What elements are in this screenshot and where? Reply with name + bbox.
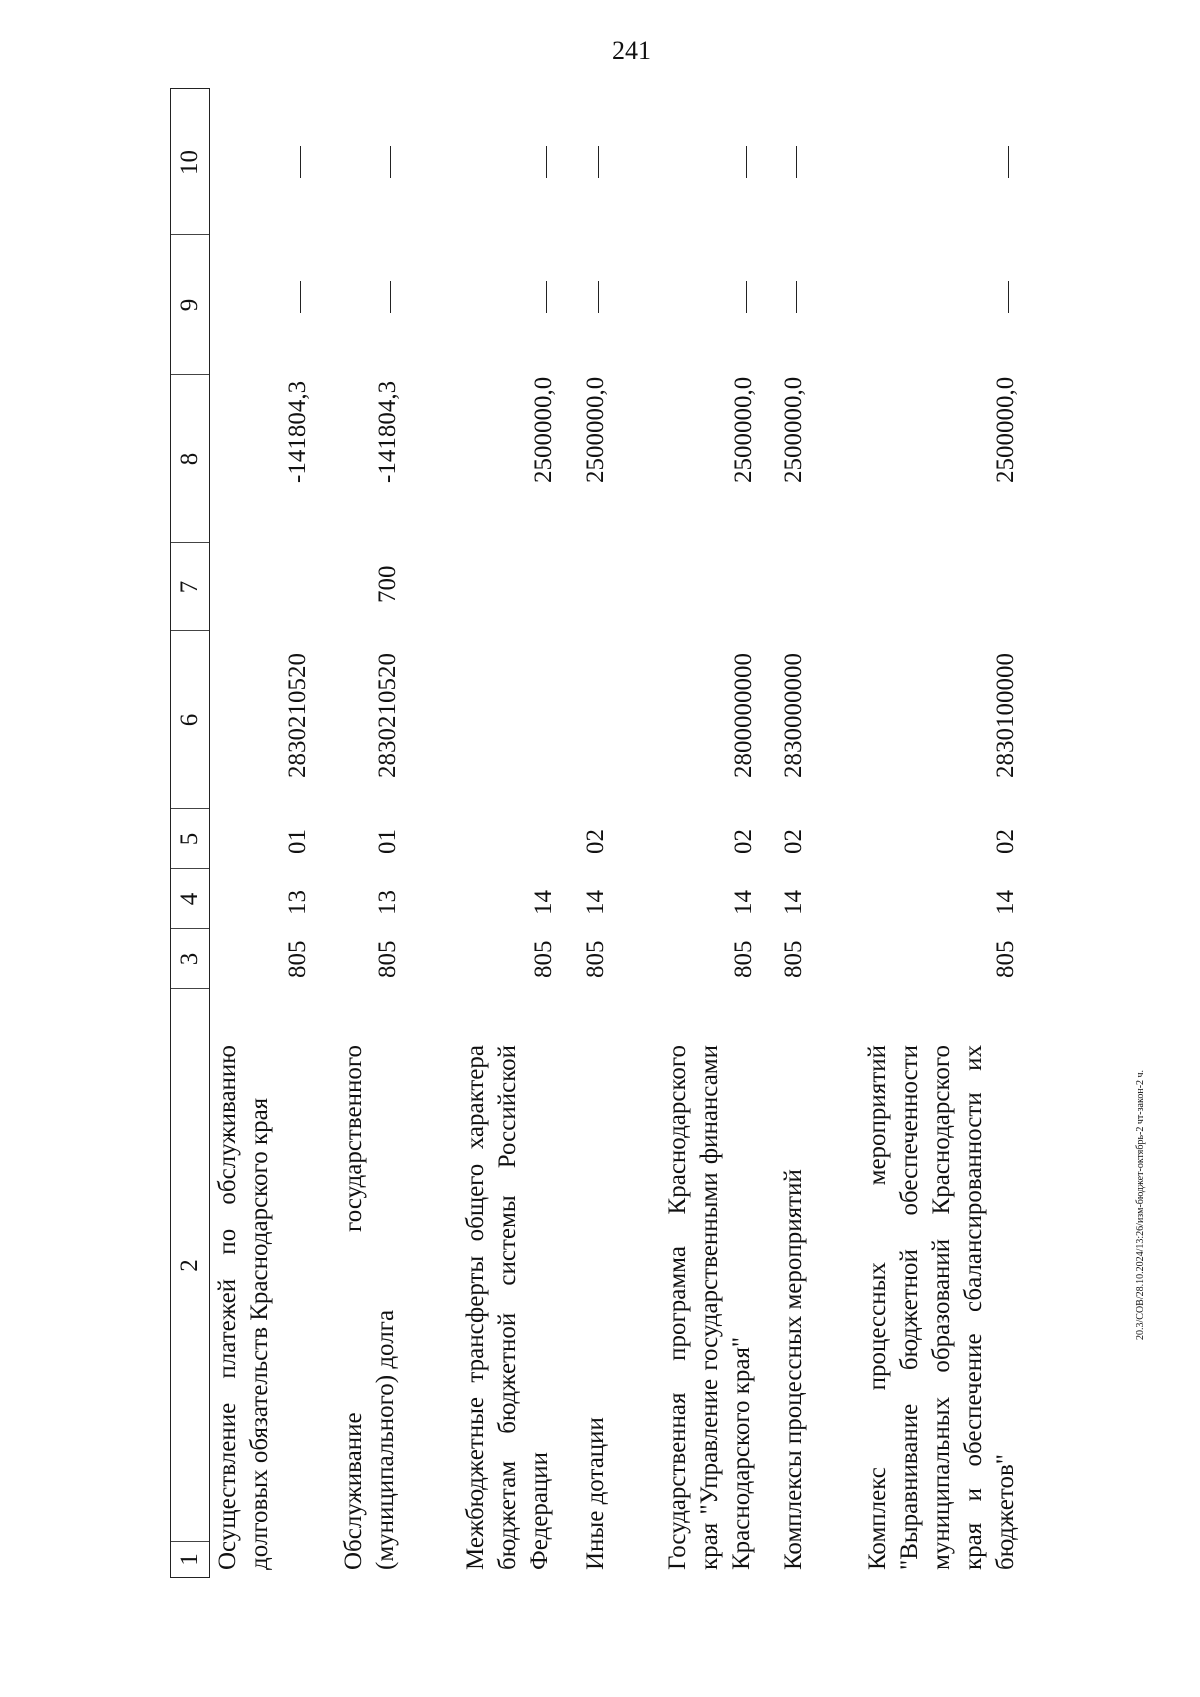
table-header: [170, 88, 210, 1578]
cell-col3: 805: [780, 940, 807, 978]
header-cell: 10: [176, 150, 203, 175]
dash-col10: [1008, 146, 1009, 178]
cell-col4: 14: [730, 890, 757, 915]
cell-col8: 2500000,0: [780, 376, 807, 483]
cell-col5: 02: [582, 829, 609, 854]
header-cell: 9: [171, 234, 209, 375]
row-name: Осуществление платежей по обслуживанию долговых обязательств Краснодарского края: [214, 1045, 273, 1570]
table-row: [840, 88, 1040, 1578]
header-cell: 1: [171, 1541, 209, 1577]
cell-col3: 805: [582, 940, 609, 978]
dash-col9: [796, 281, 797, 313]
header-cell: 5: [171, 808, 209, 869]
dash-col9: [746, 281, 747, 313]
row-name: Иные дотации: [582, 1417, 609, 1570]
cell-col6: 2830210520: [284, 653, 311, 778]
cell-col6: 2800000000: [730, 653, 757, 778]
budget-table: [170, 88, 1050, 1578]
cell-col6: 2830210520: [374, 653, 401, 778]
row-name: Межбюджетные трансферты общего характера бюджетам бюджетной системы Российской Федерации: [462, 1045, 553, 1570]
footer-code: 20.3/СОВ/28.10.2024/13:26/изм-бюджет-октябрь-2 чт-закон-2 ч.: [1135, 1069, 1146, 1340]
cell-col5: 01: [284, 829, 311, 854]
cell-col7: 700: [374, 565, 401, 603]
cell-col4: 14: [530, 890, 557, 915]
header-cell: 7: [171, 542, 209, 631]
row-name: Обслуживание государственного (муниципального) долга: [340, 1045, 399, 1570]
cell-col8: -141804,3: [374, 380, 401, 483]
cell-col3: 805: [284, 940, 311, 978]
table-row: [210, 88, 330, 1578]
dash-col9: [390, 281, 391, 313]
dash-col9: [598, 281, 599, 313]
dash-col9: [546, 281, 547, 313]
table-row: [330, 88, 430, 1578]
cell-col8: 2500000,0: [730, 376, 757, 483]
cell-col8: 2500000,0: [530, 376, 557, 483]
header-cell: 6: [171, 630, 209, 809]
header-cell: 8: [171, 374, 209, 543]
header-cell: 4: [171, 868, 209, 929]
cell-col3: 805: [374, 940, 401, 978]
row-name: Комплекс процессных мероприятий "Выравнивание бюджетной обеспеченности муниципальных образований Краснодарского края и обеспечение сбалансированности их бюджетов": [864, 1045, 1019, 1570]
cell-col6: 2830000000: [780, 653, 807, 778]
page-number: 241: [612, 36, 651, 65]
table-row: [770, 88, 840, 1578]
row-name: Государственная программа Краснодарского края "Управление государственными финансами Краснодарского края": [664, 1045, 755, 1570]
dash-col10: [546, 146, 547, 178]
cell-col5: 02: [730, 829, 757, 854]
cell-col3: 805: [730, 940, 757, 978]
dash-col9: [300, 281, 301, 313]
cell-col8: 2500000,0: [992, 376, 1019, 483]
cell-col4: 13: [284, 890, 311, 915]
row-name: Комплексы процессных мероприятий: [780, 1169, 807, 1570]
dash-col10: [390, 146, 391, 178]
header-cell: 2: [171, 988, 209, 1542]
table-row: [570, 88, 640, 1578]
cell-col8: -141804,3: [284, 380, 311, 483]
cell-col4: 14: [992, 890, 1019, 915]
cell-col6: 2830100000: [992, 653, 1019, 778]
table-body: [210, 88, 1040, 1578]
dash-col9: [1008, 281, 1009, 313]
table-row: [430, 88, 570, 1578]
cell-col5: 02: [780, 829, 807, 854]
dash-col10: [746, 146, 747, 178]
cell-col5: 01: [374, 829, 401, 854]
cell-col3: 805: [530, 940, 557, 978]
cell-col4: 13: [374, 890, 401, 915]
dash-col10: [300, 146, 301, 178]
cell-col3: 805: [992, 940, 1019, 978]
cell-col5: 02: [992, 829, 1019, 854]
header-cell: 3: [171, 928, 209, 989]
cell-col8: 2500000,0: [582, 376, 609, 483]
cell-col4: 14: [582, 890, 609, 915]
cell-col4: 14: [780, 890, 807, 915]
table-row: [640, 88, 770, 1578]
dash-col10: [796, 146, 797, 178]
dash-col10: [598, 146, 599, 178]
